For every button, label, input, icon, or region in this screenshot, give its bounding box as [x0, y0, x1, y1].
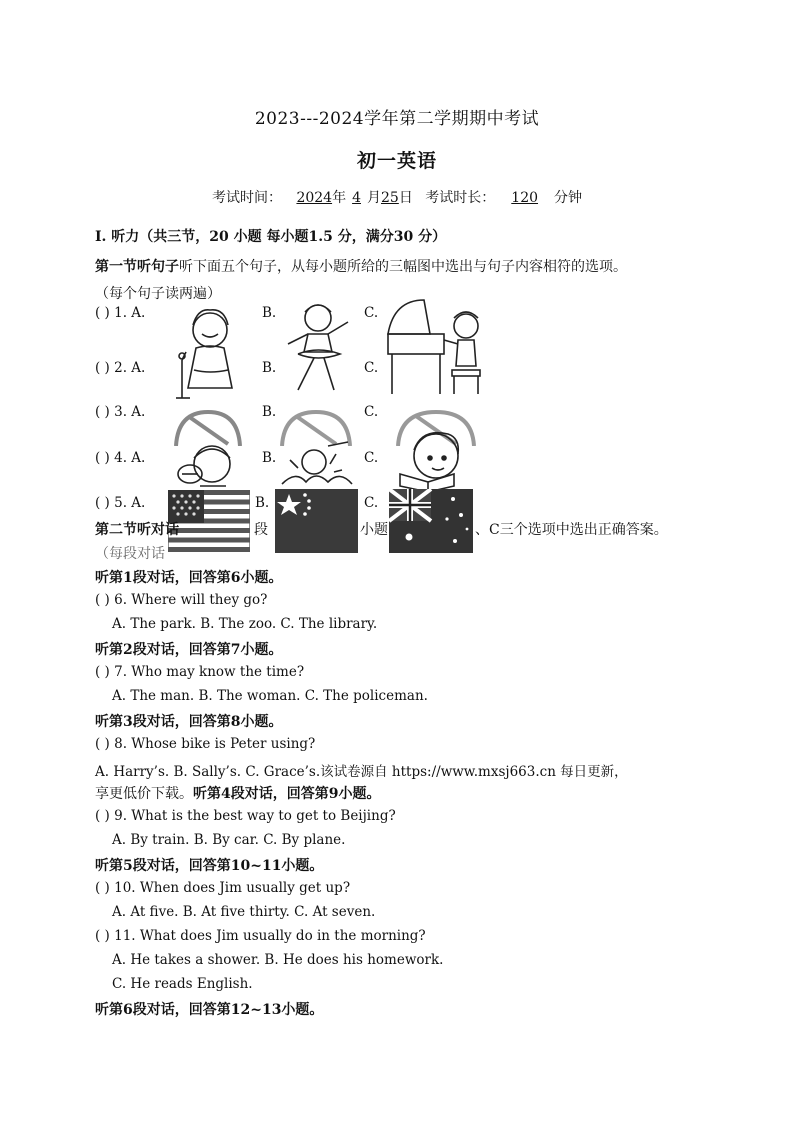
- exam-subject: 初一英语: [356, 150, 437, 172]
- section1-instruction: [95, 256, 627, 276]
- exam-title: 2023---2024学年第二学期期中考试: [254, 109, 540, 129]
- question-7-options: A. The man. B. The woman. C. The policeman.: [112, 688, 428, 704]
- exam-duration: 120: [511, 190, 539, 206]
- boy-reading-picture: [388, 426, 476, 492]
- pic-q4-b: B.: [262, 450, 277, 466]
- australia-flag-picture: [389, 489, 473, 553]
- month-unit: 月: [367, 190, 381, 206]
- duration-label: 考试时长：: [425, 190, 496, 206]
- question-9-options: A. By train. B. By car. C. By plane.: [112, 832, 346, 848]
- pic-q1-b: B.: [262, 305, 277, 321]
- day-unit: 日: [398, 190, 413, 206]
- dialog-4-heading: 听第4段对话，回答第9小题。: [193, 786, 381, 802]
- question-8-options: [95, 760, 628, 780]
- dialog-5-heading: 听第5段对话，回答第10~11小题。: [95, 858, 324, 874]
- dialog-6-heading: 听第6段对话，回答第12~13小题。: [95, 1002, 324, 1018]
- pic-question-2: ( ) 2. A.: [95, 360, 146, 376]
- section2-heading: [95, 519, 179, 539]
- pic-q3-c: C.: [364, 404, 379, 420]
- splash-picture: [276, 440, 356, 492]
- question-6-options: A. The park. B. The zoo. C. The library.: [112, 616, 378, 632]
- question-10-options: A. At five. B. At five thirty. C. At seven.: [112, 904, 376, 920]
- question-9: ( ) 9. What is the best way to get to Beijing?: [95, 808, 396, 824]
- china-flag-picture: [275, 489, 358, 553]
- section2-fragment-d: 、C三个选项中选出正确答案。: [475, 522, 668, 538]
- pic-q5-c: C.: [364, 495, 379, 511]
- pic-question-1: ( ) 1. A.: [95, 305, 146, 321]
- source-notice: 该试卷源自 https://www.mxsj663.cn 每日更新，: [320, 764, 628, 780]
- question-11-options-a: A. He takes a shower. B. He does his homework.: [112, 952, 444, 968]
- question-7: ( ) 7. Who may know the time?: [95, 664, 305, 680]
- source-notice-line2: [95, 783, 380, 803]
- question-10: ( ) 10. When does Jim usually get up?: [95, 880, 351, 896]
- time-label: 考试时间：: [211, 190, 282, 206]
- part1-heading: I. 听力（共三节，20 小题 每小题1.5 分，满分30 分）: [95, 229, 447, 245]
- dialog-1-heading: 听第1段对话，回答第6小题。: [95, 570, 283, 586]
- question-8: ( ) 8. Whose bike is Peter using?: [95, 736, 316, 752]
- section2-fragment-b: 段: [254, 522, 268, 538]
- pic-q2-b: B.: [262, 360, 277, 376]
- exam-month: 4: [352, 190, 361, 206]
- question-6: ( ) 6. Where will they go?: [95, 592, 268, 608]
- dialog-2-heading: 听第2段对话，回答第7小题。: [95, 642, 283, 658]
- section2-fragment-c: 小题: [360, 522, 388, 538]
- ballet-girl-picture: [278, 296, 358, 396]
- pic-question-3: ( ) 3. A.: [95, 404, 146, 420]
- question-8-options-text: A. Harry’s. B. Sally’s. C. Grace’s.: [95, 764, 321, 780]
- year-unit: 年: [332, 190, 347, 206]
- pic-q3-b: B.: [262, 404, 277, 420]
- source-notice-end: 享更低价下载。: [95, 786, 193, 802]
- exam-day: 25: [381, 190, 399, 206]
- exam-meta: [0, 187, 794, 207]
- pic-question-4: ( ) 4. A.: [95, 450, 146, 466]
- pic-q4-c: C.: [364, 450, 379, 466]
- question-11: ( ) 11. What does Jim usually do in the morning?: [95, 928, 426, 944]
- question-11-options-b: C. He reads English.: [112, 976, 253, 992]
- pic-q5-b: B.: [255, 495, 270, 511]
- section1-note: （每个句子读两遍）: [95, 286, 221, 302]
- boy-eating-picture: [172, 440, 244, 492]
- pic-q2-c: C.: [364, 360, 379, 376]
- section1-text: 听下面五个句子，从每小题所给的三幅图中选出与句子内容相符的选项。: [179, 259, 627, 275]
- singing-girl-picture: [168, 300, 248, 400]
- section2-heading-text: 第二节听对话: [95, 522, 179, 538]
- dialog-3-heading: 听第3段对话，回答第8小题。: [95, 714, 283, 730]
- exam-year: 2024: [296, 190, 333, 206]
- duration-unit: 分钟: [554, 190, 583, 206]
- section2-note: （每段对话: [95, 546, 165, 562]
- pic-q1-c: C.: [364, 305, 379, 321]
- usa-flag-picture: [168, 490, 250, 552]
- section1-heading: 第一节听句子: [95, 259, 179, 275]
- pic-question-5: ( ) 5. A.: [95, 495, 146, 511]
- piano-boy-picture: [384, 294, 484, 398]
